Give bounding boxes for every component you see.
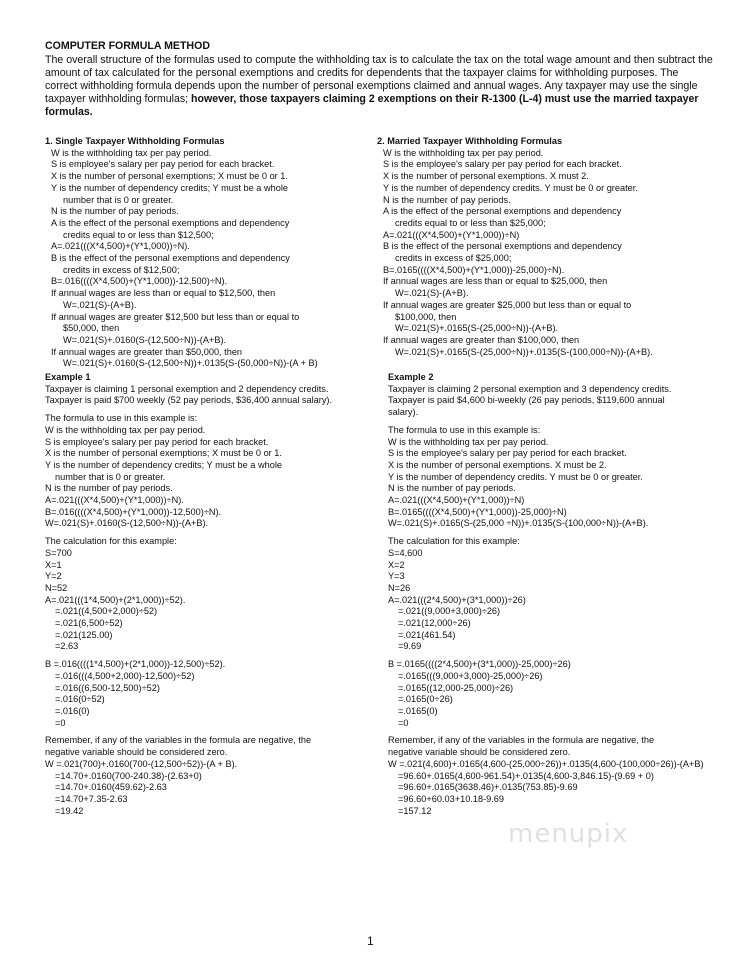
formula-line: If annual wages are greater than $50,000, then — [51, 346, 243, 357]
intro-text: The overall structure of the formulas used to compute the withholding tax is to calculate the tax on the total wage amount and then subtract the amount of tax calculated for the personal exemptions and credits for dependents that the taxpayer claims for withholding purposes. The correct withholding formula depends upon the number of personal exemptions claimed and annual wages. Any taxpayer may use the single taxpayer withholding formulas; — [45, 54, 713, 106]
example-line: =.016((6,500-12,500)÷52) — [55, 682, 160, 693]
example-line: S is the employee's salary per pay period for each bracket. — [388, 448, 627, 459]
formula-line: number that is 0 or greater. — [63, 194, 174, 205]
example-line: The formula to use in this example is: — [388, 424, 541, 435]
formula-line: N is the number of pay periods. — [383, 194, 511, 205]
example-line: =.016(((4,500+2,000)-12,500)÷52) — [55, 670, 195, 681]
watermark-logo: menupix — [508, 819, 629, 849]
example-line: =.0165(0÷26) — [398, 694, 453, 705]
example-line: W =.021(4,600)+.0165(4,600-(25,000÷26))+.0135(4,600-(100,000÷26))-(A+B) — [388, 758, 704, 769]
formula-line: B=.0165((((X*4,500)+(Y*1,000))-25,000)÷N). — [383, 264, 565, 275]
example-line: Y is the number of dependency credits; Y must be a whole — [45, 459, 282, 470]
formula-line: credits in excess of $12,500; — [63, 264, 180, 275]
example-2-section — [388, 372, 718, 817]
formula-line: A=.021(((X*4,500)+(Y*1,000))÷N). — [51, 241, 190, 252]
formula-line: N is the number of pay periods. — [51, 206, 179, 217]
formula-line: W=.021(S)+.0160(S-(12,500÷N))+.0135(S-(50,000÷N))-(A + B) — [63, 358, 318, 369]
formula-line: $50,000, then — [63, 323, 120, 334]
example-line: =.016(0÷52) — [55, 694, 105, 705]
formula-line: B is the effect of the personal exemptions and dependency — [383, 241, 622, 252]
example-line: S=700 — [45, 547, 72, 558]
formula-line: W=.021(S)+.0165(S-(25,000÷N))-(A+B). — [395, 323, 559, 334]
example-line: W is the withholding tax per pay period. — [45, 424, 206, 435]
page-heading: COMPUTER FORMULA METHOD — [45, 40, 210, 52]
example-line: Y=3 — [388, 571, 405, 582]
example-line: =.016(0) — [55, 705, 90, 716]
single-formulas-section — [45, 136, 365, 370]
example-line: =0 — [55, 717, 66, 728]
example-line: number that is 0 or greater. — [55, 471, 166, 482]
example-line: W=.021(S)+.0160(S-(12,500÷N))-(A+B). — [45, 518, 209, 529]
formula-line: X is the number of personal exemptions; X must be 0 or 1. — [51, 171, 288, 182]
example-line: =14.70+7.35-2.63 — [55, 793, 128, 804]
example-line: The calculation for this example: — [388, 536, 520, 547]
example-line: Taxpayer is claiming 1 personal exemption and 2 dependency credits. — [45, 383, 329, 394]
example-line: W is the withholding tax per pay period. — [388, 436, 549, 447]
example-line: A=.021(((2*4,500)+(3*1,000))÷26) — [388, 594, 526, 605]
example-line: =96.60+.0165(4,600-961.54)+.0135(4,600-3,846.15)-(9.69 + 0) — [398, 770, 654, 781]
example-line: =96.60+60.03+10.18-9.69 — [398, 793, 505, 804]
example-line: =.021((9,000+3,000)÷26) — [398, 606, 501, 617]
formula-line: If annual wages are greater than $100,000, then — [383, 334, 580, 345]
example-line: =.021((4,500+2,000)÷52) — [55, 606, 158, 617]
example-line: W =.021(700)+.0160(700-(12,500÷52))-(A + B). — [45, 758, 238, 769]
example-line: A=.021(((X*4,500)+(Y*1,000))÷N) — [388, 495, 525, 506]
example-1-section — [45, 372, 370, 817]
example-line: W=.021(S)+.0165(S-(25,000 ÷N))+.0135(S-(100,000÷N))-(A+B). — [388, 518, 649, 529]
formula-line: If annual wages are less than or equal to $12,500, then — [51, 288, 276, 299]
example-line: Y=2 — [45, 571, 62, 582]
formula-line: W=.021(S)+.0160(S-(12,500÷N))-(A+B). — [63, 334, 227, 345]
example-line: S is employee's salary per pay period for each bracket. — [45, 436, 269, 447]
formula-line: W=.021(S)+.0165(S-(25,000÷N))+.0135(S-(100,000÷N))-(A+B). — [395, 346, 653, 357]
formula-line: credits equal to or less than $25,000; — [395, 217, 546, 228]
example-line: X is the number of personal exemptions; X must be 0 or 1. — [45, 448, 282, 459]
example-line: Taxpayer is paid $700 weekly (52 pay periods, $36,400 annual salary). — [45, 395, 333, 406]
example-line: Taxpayer is claiming 2 personal exemption and 3 dependency credits. — [388, 383, 672, 394]
section-title: 2. Married Taxpayer Withholding Formulas — [377, 136, 563, 146]
example-line: =9.69 — [398, 641, 422, 652]
example-line: =.0165(0) — [398, 705, 438, 716]
formula-line: If annual wages are less than or equal to $25,000, then — [383, 276, 608, 287]
example-line: Remember, if any of the variables in the formula are negative, the — [45, 735, 312, 746]
formula-line: W is the withholding tax per pay period. — [383, 147, 544, 158]
example-line: B =.0165((((2*4,500)+(3*1,000))-25,000)÷26) — [388, 659, 571, 670]
formula-line: credits equal to or less than $12,500; — [63, 229, 214, 240]
intro-bold-text: however, those taxpayers claiming 2 exemptions on their R-1300 (L-4) must use the married taxpayer formulas. — [45, 93, 699, 119]
example-line: B=.016((((X*4,500)+(Y*1,000))-12,500)÷N). — [45, 506, 222, 517]
formula-line: A is the effect of the personal exemptions and dependency — [51, 217, 290, 228]
formula-line: A is the effect of the personal exemptions and dependency — [383, 206, 622, 217]
example-line: X=2 — [388, 559, 405, 570]
example-line: Remember, if any of the variables in the formula are negative, the — [388, 735, 655, 746]
formula-line: A=.021(((X*4,500)+(Y*1,000))÷N) — [383, 229, 520, 240]
example-line: Y is the number of dependency credits. Y must be 0 or greater. — [388, 471, 643, 482]
example-line: N is the number of pay periods. — [388, 483, 516, 494]
example-line: =.0165((12,000-25,000)÷26) — [398, 682, 514, 693]
example-line: The calculation for this example: — [45, 536, 177, 547]
example-title: Example 1 — [45, 372, 91, 382]
example-title: Example 2 — [388, 372, 434, 382]
section-title: 1. Single Taxpayer Withholding Formulas — [45, 136, 225, 146]
example-line: S=4,600 — [388, 547, 423, 558]
formula-line: credits in excess of $25,000; — [395, 253, 512, 264]
example-line: =.021(12,000÷26) — [398, 618, 471, 629]
formula-line: If annual wages are greater $12,500 but less than or equal to — [51, 311, 300, 322]
formula-line: Y is the number of dependency credits. Y must be 0 or greater. — [383, 182, 638, 193]
example-line: =.021(6,500÷52) — [55, 618, 123, 629]
example-line: The formula to use in this example is: — [45, 413, 198, 424]
example-line: =96.60+.0165(3638.46)+.0135(753.85)-9.69 — [398, 782, 578, 793]
example-line: X=1 — [45, 559, 62, 570]
example-line: N=26 — [388, 582, 411, 593]
example-line: N is the number of pay periods. — [45, 483, 173, 494]
example-line: =19.42 — [55, 805, 84, 816]
example-line: B=.0165((((X*4,500)+(Y*1,000))-25,000)÷N) — [388, 506, 567, 517]
formula-line: B=.016((((X*4,500)+(Y*1,000))-12,500)÷N). — [51, 276, 228, 287]
formula-line: X is the number of personal exemptions. X must 2. — [383, 171, 589, 182]
formula-line: Y is the number of dependency credits; Y must be a whole — [51, 182, 288, 193]
example-line: A=.021(((1*4,500)+(2*1,000))÷52). — [45, 594, 186, 605]
intro-paragraph — [45, 54, 713, 119]
formula-line: S is the employee's salary per pay period for each bracket. — [383, 159, 622, 170]
example-line: =0 — [398, 717, 409, 728]
example-line: negative variable should be considered zero. — [45, 747, 228, 758]
example-line: B =.016((((1*4,500)+(2*1,000))-12,500)÷52). — [45, 659, 226, 670]
example-line: negative variable should be considered zero. — [388, 747, 571, 758]
example-line: =2.63 — [55, 641, 79, 652]
formula-line: $100,000, then — [395, 311, 457, 322]
example-line: N=52 — [45, 582, 68, 593]
married-formulas-section — [377, 136, 707, 358]
example-line: =14.70+.0160(459.62)-2.63 — [55, 782, 167, 793]
example-line: Taxpayer is paid $4,600 bi-weekly (26 pay periods, $119,600 annual — [388, 395, 665, 406]
page-number: 1 — [367, 934, 374, 948]
formula-line: S is employee's salary per pay period for each bracket. — [51, 159, 275, 170]
formula-line: B is the effect of the personal exemptions and dependency — [51, 253, 290, 264]
example-line: X is the number of personal exemptions. X must be 2. — [388, 459, 607, 470]
example-line: =.0165(((9,000+3,000)-25,000)÷26) — [398, 670, 543, 681]
example-line: salary). — [388, 407, 419, 418]
example-line: =.021(125.00) — [55, 629, 113, 640]
example-line: =.021(461.54) — [398, 629, 456, 640]
formula-line: W=.021(S)-(A+B). — [63, 299, 137, 310]
example-line: A=.021(((X*4,500)+(Y*1,000))÷N). — [45, 495, 184, 506]
example-line: =14.70+.0160(700-240.38)-(2.63+0) — [55, 770, 202, 781]
formula-line: If annual wages are greater $25,000 but less than or equal to — [383, 299, 632, 310]
example-line: =157.12 — [398, 805, 432, 816]
formula-line: W is the withholding tax per pay period. — [51, 147, 212, 158]
formula-line: W=.021(S)-(A+B). — [395, 288, 469, 299]
